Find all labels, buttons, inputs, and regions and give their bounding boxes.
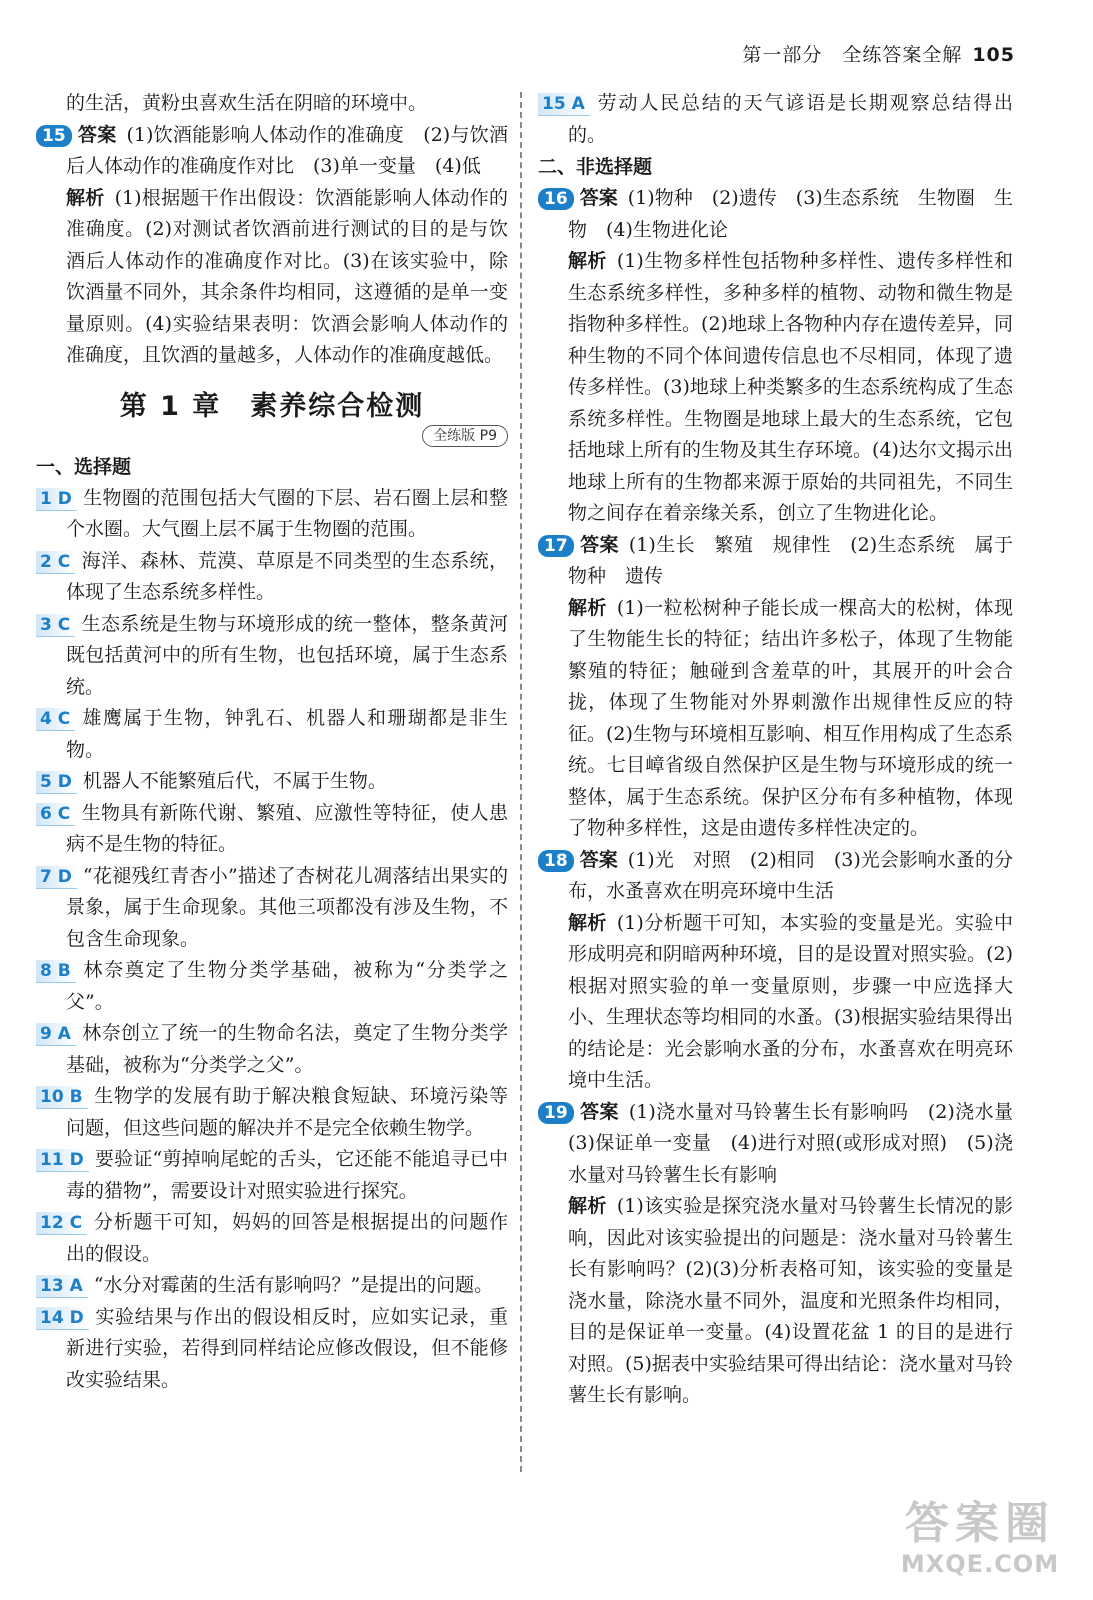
answer-badge: 8 B xyxy=(36,960,76,983)
answer-text: (1)光 对照 (2)相同 (3)光会影响水蚤的分布，水蚤喜欢在明亮环境中生活 xyxy=(568,848,1013,902)
choice-answer-item xyxy=(36,766,508,798)
question-number-badge: 15 xyxy=(36,125,72,147)
question-16 xyxy=(538,183,1013,530)
answer-badge: 15 A xyxy=(538,93,590,116)
question-number-badge: 17 xyxy=(538,535,574,557)
explanation-text: “花褪残红青杏小”描述了杏树花儿凋落结出果实的景象，属于生命现象。其他三项都没有涉及生物，不包含生命现象。 xyxy=(66,864,508,950)
watermark-text: 答案圈 xyxy=(905,1498,1055,1549)
answer-badge: 11 D xyxy=(36,1149,89,1172)
choice-answer-item xyxy=(36,609,508,704)
page-header xyxy=(742,40,1015,67)
choice-answer-item xyxy=(36,1302,508,1397)
answer-badge: 5 D xyxy=(36,771,77,794)
answer-label: 答案 xyxy=(579,533,619,556)
answer-label: 答案 xyxy=(77,123,117,146)
question-19 xyxy=(538,1097,1032,1412)
answer-badge: 12 C xyxy=(36,1212,87,1235)
right-column xyxy=(538,88,1032,1412)
analysis-label: 解析 xyxy=(568,911,607,934)
answer-badge: 2 C xyxy=(36,551,75,574)
answer-text: (1)浇水量对马铃薯生长有影响吗 (2)浇水量 (3)保证单一变量 (4)进行对照(或形成对照) (5)浇水量对马铃薯生长有影响 xyxy=(568,1100,1032,1186)
continuation-text: 的生活，黄粉虫喜欢生活在阴暗的环境中。 xyxy=(66,92,428,114)
choice-answer-item xyxy=(36,1018,508,1081)
edition-tag: 全练版 P9 xyxy=(422,425,508,447)
answer-badge: 14 D xyxy=(36,1307,89,1330)
choice-answer-item xyxy=(36,1270,508,1302)
answer-badge: 1 D xyxy=(36,488,77,511)
section-heading-choice: 一、选择题 xyxy=(36,455,132,478)
analysis-text: (1)根据题干作出假设：饮酒能影响人体动作的准确度。(2)对测试者饮酒前进行测试的目的是与饮酒后人体动作的准确度作对比。(3)在该实验中，除饮酒量不同外，其余条件均相同，这遵循的是单一变量原则。(4)实验结果表明：饮酒会影响人体动作的准确度，且饮酒的量越多，人体动作的准确度越低。 xyxy=(66,186,508,366)
explanation-text: 生物圈的范围包括大气圈的下层、岩石圈上层和整个水圈。大气圈上层不属于生物圈的范围。 xyxy=(66,486,508,540)
answer-text: (1)生长 繁殖 规律性 (2)生态系统 属于 物种 遗传 xyxy=(568,533,1032,587)
choice-answer-item xyxy=(36,1081,508,1144)
answer-label: 答案 xyxy=(579,187,618,209)
question-number-badge: 19 xyxy=(538,1102,574,1124)
analysis-label: 解析 xyxy=(568,1195,607,1217)
answer-badge: 3 C xyxy=(36,614,75,637)
answer-badge: 4 C xyxy=(36,708,75,731)
choice-answer-item xyxy=(36,1144,508,1207)
choice-answer-item xyxy=(36,861,508,956)
question-number-badge: 18 xyxy=(538,850,574,872)
explanation-text: 林奈奠定了生物分类学基础，被称为“分类学之父”。 xyxy=(66,959,508,1013)
analysis-text: (1)该实验是探究浇水量对马铃薯生长情况的影响，因此对该实验提出的问题是：浇水量对马铃薯生长有影响吗？(2)(3)分析表格可知，该实验的变量是浇水量，除浇水量不同外，温度和光照条件均相同，目的是保证单一变量。(4)设置花盆 1 的目的是进行对照。(5)据表中实验结果可得出结论：浇水量对马铃薯生长有影响。 xyxy=(568,1195,1013,1406)
left-column xyxy=(36,88,508,1396)
explanation-text: 生物具有新陈代谢、繁殖、应激性等特征，使人患病不是生物的特征。 xyxy=(66,801,508,855)
choice-answer-item xyxy=(36,1207,508,1270)
analysis-label: 解析 xyxy=(568,596,607,619)
question-number-badge: 16 xyxy=(538,188,574,210)
choice-answer-item xyxy=(538,88,1013,151)
explanation-text: “水分对霉菌的生活有影响吗？”是提出的问题。 xyxy=(93,1274,494,1296)
answer-label: 答案 xyxy=(579,848,618,871)
explanation-text: 实验结果与作出的假设相反时，应如实记录，重新进行实验，若得到同样结论应修改假设，但不能修改实验结果。 xyxy=(66,1305,508,1391)
choice-answer-item xyxy=(36,798,508,861)
question-17 xyxy=(538,530,1032,845)
section-heading-nonchoice: 二、非选择题 xyxy=(538,156,653,178)
question-18 xyxy=(538,845,1013,1097)
explanation-text: 机器人不能繁殖后代，不属于生物。 xyxy=(82,770,387,792)
explanation-text: 海洋、森林、荒漠、草原是不同类型的生态系统，体现了生态系统多样性。 xyxy=(66,549,508,603)
analysis-text: (1)分析题干可知，本实验的变量是光。实验中形成明亮和阴暗两种环境，目的是设置对照实验。(2)根据对照实验的单一变量原则，步骤一中应选择大小、生理状态等均相同的水蚤。(3)根据实验结果得出的结论是：光会影响水蚤的分布，水蚤喜欢在明亮环境中生活。 xyxy=(568,911,1013,1091)
analysis-text: (1)生物多样性包括物种多样性、遗传多样性和生态系统多样性，多种多样的植物、动物和微生物是指物种多样性。(2)地球上各物种内存在遗传差异，同种生物的不同个体间遗传信息也不尽相同，体现了遗传多样性。(3)地球上种类繁多的生态系统构成了生态系统多样性。生物圈是地球上最大的生态系统，它包括地球上所有的生物及其生存环境。(4)达尔文揭示出地球上所有的生物都来源于原始的共同祖先，不同生物之间存在着亲缘关系，创立了生物进化论。 xyxy=(568,250,1013,524)
answer-badge: 13 A xyxy=(36,1275,88,1298)
explanation-text: 林奈创立了统一的生物命名法，奠定了生物分类学基础，被称为“分类学之父”。 xyxy=(66,1022,508,1076)
chapter-title: 第 1 章 素养综合检测 xyxy=(119,390,425,422)
explanation-text: 分析题干可知，妈妈的回答是根据提出的问题作出的假设。 xyxy=(66,1211,508,1265)
choice-answer-item xyxy=(36,483,508,546)
answer-text: (1)物种 (2)遗传 (3)生态系统 生物圈 生物 (4)生物进化论 xyxy=(568,187,1013,241)
explanation-text: 雄鹰属于生物，钟乳石、机器人和珊瑚都是非生物。 xyxy=(66,707,508,761)
analysis-text: (1)一粒松树种子能长成一棵高大的松树，体现了生物能生长的特征；结出许多松子，体现了生物能繁殖的特征；触碰到含羞草的叶，其展开的叶会合拢，体现了生物能对外界刺激作出规律性反应的特征。(2)生物与环境相互影响、相互作用构成了生态系统。七目嶂省级自然保护区是生物与环境形成的统一整体，属于生态系统。保护区分布有多种植物，体现了物种多样性，这是由遗传多样性决定的。 xyxy=(568,596,1013,839)
answer-label: 答案 xyxy=(579,1100,619,1123)
page-number: 105 xyxy=(972,44,1015,66)
explanation-text: 生物学的发展有助于解决粮食短缺、环境污染等问题，但这些问题的解决并不是完全依赖生物学。 xyxy=(66,1085,508,1139)
column-divider xyxy=(520,92,522,1472)
answer-text: (1)饮酒能影响人体动作的准确度 (2)与饮酒后人体动作的准确度作对比 (3)单一变量 (4)低 xyxy=(66,123,508,177)
explanation-text: 要验证“剪掉响尾蛇的舌头，它还能不能追寻已中毒的猎物”，需要设计对照实验进行探究。 xyxy=(66,1148,508,1202)
header-section: 第一部分 全练答案全解 xyxy=(742,44,963,66)
answer-badge: 6 C xyxy=(36,803,75,826)
analysis-label: 解析 xyxy=(66,186,105,209)
explanation-text: 生态系统是生物与环境形成的统一整体，整条黄河既包括黄河中的所有生物，也包括环境，属于生态系统。 xyxy=(66,612,508,698)
choice-answer-list xyxy=(36,483,508,1397)
question-15 xyxy=(36,120,508,372)
answer-badge: 7 D xyxy=(36,866,77,889)
explanation-text: 劳动人民总结的天气谚语是长期观察总结得出的。 xyxy=(568,92,1013,146)
choice-answer-item xyxy=(36,703,508,766)
answer-badge: 10 B xyxy=(36,1086,88,1109)
choice-answer-item xyxy=(36,955,508,1018)
watermark-url: MXQE.COM xyxy=(900,1550,1060,1578)
analysis-label: 解析 xyxy=(568,250,607,272)
watermark-logo xyxy=(885,1498,1075,1588)
answer-badge: 9 A xyxy=(36,1023,76,1046)
choice-answer-item xyxy=(36,546,508,609)
